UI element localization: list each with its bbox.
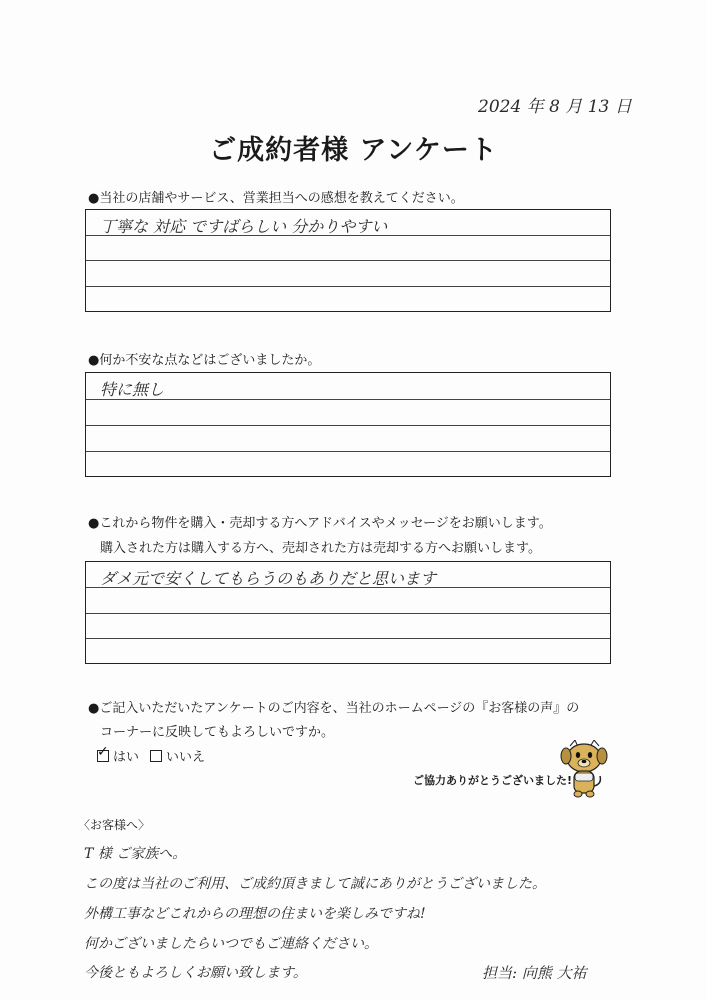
message-line: 何かございましたらいつでもご連絡ください。 bbox=[84, 936, 378, 952]
thanks-message: ご協力ありがとうございました! bbox=[413, 774, 573, 787]
question-2-text: ●何か不安な点などはございましたか。 bbox=[88, 353, 321, 368]
message-line: 今後ともよろしくお願い致します。 bbox=[84, 965, 307, 981]
survey-date: 2024 年 8 月 13 日 bbox=[478, 97, 632, 117]
page-title: ご成約者様 アンケート bbox=[209, 135, 498, 166]
consent-yes-label: はい bbox=[113, 750, 140, 765]
ruled-line bbox=[86, 260, 610, 261]
question-3-subtext: 購入された方は購入する方へ、売却された方は売却する方へお願いします。 bbox=[100, 541, 541, 556]
consent-no-label: いいえ bbox=[166, 750, 206, 765]
answer-3-text: ダメ元で安くしてもらうのもありだと思います bbox=[100, 569, 437, 588]
dog-mascot-icon bbox=[560, 740, 610, 802]
ruled-line bbox=[86, 286, 610, 287]
answer-1-text: 丁寧な 対応 ですばらしい 分かりやすい bbox=[100, 217, 388, 236]
answer-box-2[interactable] bbox=[85, 372, 611, 477]
answer-box-3[interactable] bbox=[85, 561, 611, 664]
question-1-text: ●当社の店舗やサービス、営業担当への感想を教えてください。 bbox=[88, 191, 464, 206]
answer-box-1[interactable] bbox=[85, 209, 611, 312]
ruled-line bbox=[86, 451, 610, 452]
customer-section-label: 〈お客様へ〉 bbox=[78, 818, 151, 832]
staff-signature: 担当: 向熊 大祐 bbox=[482, 964, 587, 982]
ruled-line bbox=[86, 425, 610, 426]
message-line: 外構工事などこれからの理想の住まいを楽しみですね! bbox=[84, 906, 426, 922]
ruled-line bbox=[86, 613, 610, 614]
checkbox-empty-icon[interactable] bbox=[150, 750, 162, 762]
ruled-line bbox=[86, 399, 610, 400]
message-line: T 様 ご家族へ。 bbox=[84, 846, 187, 862]
consent-yes-option[interactable] bbox=[97, 746, 139, 765]
consent-no-option[interactable] bbox=[150, 746, 205, 765]
question-3-text: ●これから物件を購入・売却する方へアドバイスやメッセージをお願いします。 bbox=[88, 516, 552, 531]
consent-question-line-2: コーナーに反映してもよろしいですか。 bbox=[100, 725, 335, 740]
ruled-line bbox=[86, 638, 610, 639]
answer-2-text: 特に無し bbox=[100, 380, 165, 399]
consent-question-line-1: ●ご記入いただいたアンケートのご内容を、当社のホームページの『お客様の声』の bbox=[88, 701, 580, 716]
checkbox-checked-icon[interactable] bbox=[97, 750, 109, 762]
message-line: この度は当社のご利用、ご成約頂きまして誠にありがとうございました。 bbox=[84, 876, 546, 892]
